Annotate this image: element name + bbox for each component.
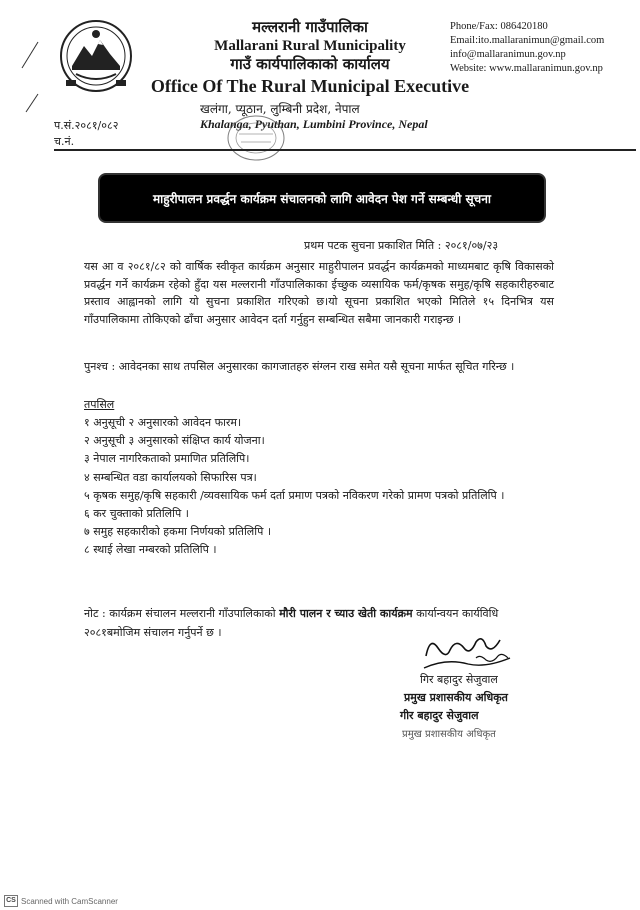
office-stamp-icon [225,112,287,164]
office-name-np: गाउँ कार्यपालिकाको कार्यालय [230,55,390,73]
notice-paragraph-2: पुनश्च : आवेदनका साथ तपसिल अनुसारका कागजातहरु संग्लन राख समेत यसै सूचना मार्फत सूचित गरिन्छ । [84,360,515,373]
note-suffix: कार्यान्वयन कार्यविधि २०८१बमोजिम संचालन गर्नुपर्ने छ । [84,607,499,639]
published-date: प्रथम पटक सुचना प्रकाशित मिति : २०८१/०७/२३ [304,239,499,252]
scanner-text: Scanned with CamScanner [21,896,118,906]
list-item: १ अनुसूची २ अनुसारको आवेदन फारम। [84,416,242,429]
tapasil-heading: तपसिल [84,398,115,411]
handwritten-signature [416,628,516,672]
note-program: मौरी पालन र च्याउ खेती कार्यक्रम [279,607,413,620]
list-item: ६ कर चुक्ताको प्रतिलिपि । [84,507,189,521]
list-item: ७ समुह सहकारीको हकमा निर्णयको प्रतिलिपि । [84,525,272,539]
stamp-signatory-name: गीर बहादुर सेजुवाल [400,709,479,722]
notice-title: माहुरीपालन प्रवर्द्धन कार्यक्रम संचालनको लागि आवेदन पेश गर्ने सम्बन्धी सूचना [152,191,492,206]
notice-title-banner [100,175,544,221]
margin-mark [20,40,40,70]
camscanner-icon: CS [4,895,18,907]
address-np: खलंगा, प्यूठान, लुम्बिनी प्रदेश, नेपाल [200,102,360,116]
letterhead-title [140,18,480,74]
email-primary: Email:ito.mallaranimun@gmail.com [450,35,605,46]
margin-mark [22,92,42,114]
signatory-title: प्रमुख प्रशासकीय अधिकृत [404,691,508,704]
reference-number: प.सं.२०८१/०८२ [54,119,119,132]
signatory-name: गिर बहादुर सेजुवाल [420,673,498,686]
scanner-watermark [4,895,118,907]
requirements-list [84,414,554,560]
municipality-name-en: Mallarani Rural Municipality [214,38,406,54]
municipality-emblem-icon [58,18,134,94]
list-item: ४ सम्बन्धित वडा कार्यालयको सिफारिस पत्र। [84,470,257,484]
website: Website: www.mallaranimun.gov.np [450,63,603,74]
reference-block [54,118,118,150]
municipality-name-np: मल्लरानी गाउँपालिका [252,18,368,36]
contact-block [450,20,604,76]
address-en: Khalanga, Pyuthan, Lumbini Province, Nepal [200,117,428,131]
phone-fax: Phone/Fax: 086420180 [450,21,548,32]
note-prefix: नोट : कार्यक्रम संचालन मल्लरानी गाँउपालिकाको [84,607,276,620]
office-name-en: Office Of The Rural Municipal Executive [150,76,470,96]
email-secondary: info@mallaranimun.gov.np [450,49,566,60]
list-item: ८ स्थाई लेखा नम्बरको प्रतिलिपि । [84,543,217,557]
stamp-signatory-title: प्रमुख प्रशासकीय अधिकृत [402,729,496,740]
list-item: २ अनुसूची ३ अनुसारको संक्षिप्त कार्य योजना। [84,434,265,448]
list-item: ५ कृषक समुह/कृषि सहकारी /व्यवसायिक फर्म दर्ता प्रमाण पत्रको नविकरण गरेको प्रामण पत्रको प्रतिलिपि । [84,488,505,502]
header-divider [54,149,636,151]
notice-paragraph-1: यस आ व २०८१/८२ को वार्षिक स्वीकृत कार्यक्रम अनुसार माहुरीपालन प्रवर्द्धन कार्यक्रमको माध्यमबाट कृषि विकासको प्रवर्द्धन गर्ने कार्यक्रम रहेको हुँदा यस मल्लरानी गाँउपालिकाका ईच्छुक व्यसायिक फर्म/कृषक समुह/कृषि सहकारीहरुबाट प्रस्ताव आह्वानको लागि यो सुचना प्रकाशित गरिएको छ।यो सूचना प्रकाशित भएको मितिले १५ दिनभित्र यस गाँउपालिकामा तोकिएको ढाँचा अनुसार आवेदन दर्ता गर्नुहुन सम्बन्धित सबैमा जानकारी गराइन्छ । [84,260,554,326]
list-item: ३ नेपाल नागरिकताको प्रमाणित प्रतिलिपि। [84,452,250,466]
dispatch-number: च.नं. [54,135,75,148]
